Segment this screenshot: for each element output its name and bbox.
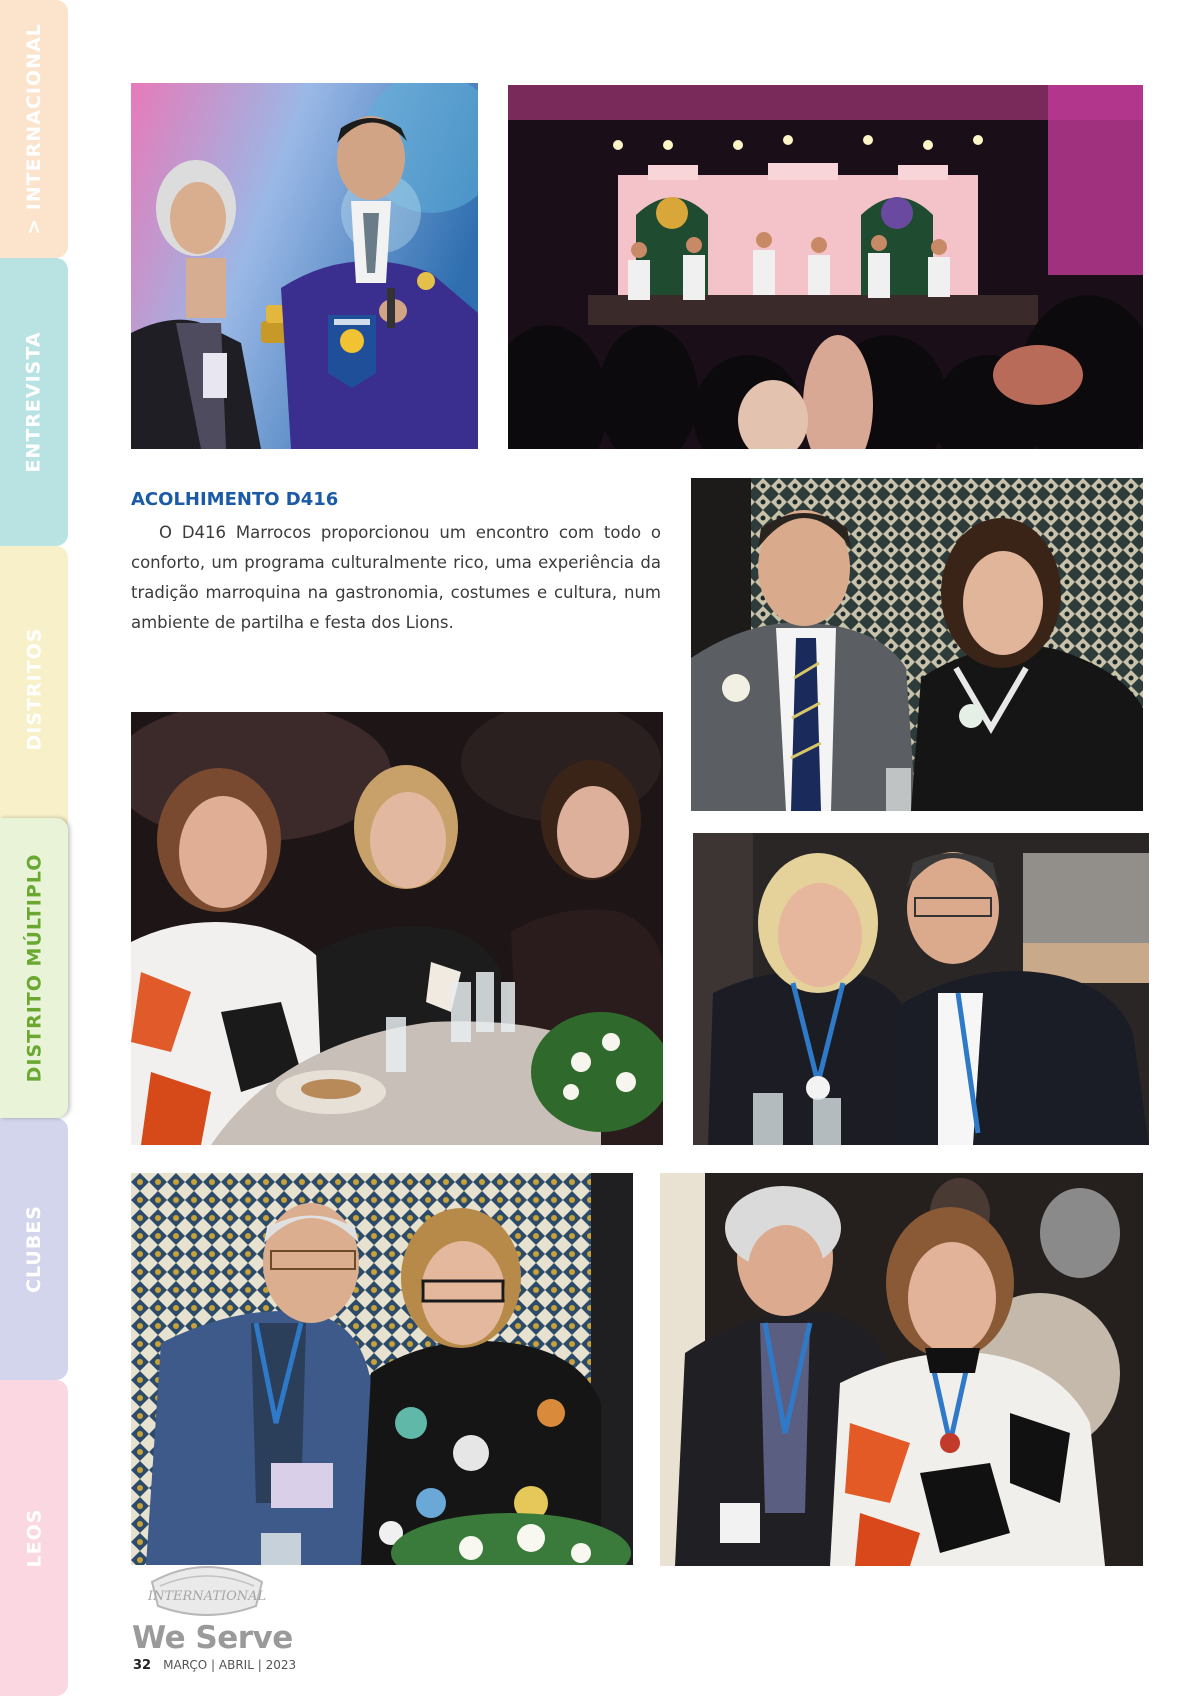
article-heading: ACOLHIMENTO D416 [131, 489, 339, 510]
tab-clubes-label: CLUBES [23, 1205, 46, 1293]
photo-couple-gala [660, 1173, 1143, 1566]
tab-entrevista-label: ENTREVISTA [23, 331, 46, 473]
page-number: 32 [133, 1658, 152, 1673]
article-body: O D416 Marrocos proporcionou um encontro com todo o conforto, um programa culturalmente rico, uma experiência da tradição marroquina na gastronomia, costumes e cultura, num ambiente de partilha e festa dos Lions. [131, 523, 661, 632]
tab-distritos-label: DISTRITOS [23, 627, 46, 751]
tab-internacional-label: > INTERNACIONAL [23, 23, 45, 235]
page-folio [133, 1658, 296, 1673]
photo-award-presentation [131, 83, 478, 449]
tab-distrito-multiplo[interactable] [0, 818, 68, 1118]
lions-international-seal [146, 1562, 268, 1624]
seal-text: INTERNATIONAL [147, 1589, 267, 1604]
tab-distrito-multiplo-label: DISTRITO MÚLTIPLO [23, 853, 45, 1083]
photo-three-women-dinner [131, 712, 663, 1145]
photo-stage-band [508, 85, 1143, 449]
brand-name: We Serve [132, 1620, 293, 1656]
photo-couple-lanyards [693, 833, 1149, 1145]
tab-entrevista[interactable] [0, 258, 68, 546]
tab-leos[interactable] [0, 1380, 68, 1696]
tab-distritos[interactable] [0, 546, 68, 832]
tab-leos-label: LEOS [22, 1508, 45, 1568]
photo-couple-tiled-wall [691, 478, 1143, 811]
tab-internacional[interactable] [0, 0, 68, 258]
photo-older-couple-tiles [131, 1173, 633, 1565]
issue-date: MARÇO | ABRIL | 2023 [163, 1658, 297, 1672]
tab-clubes[interactable] [0, 1118, 68, 1380]
section-tabs [0, 0, 70, 1696]
